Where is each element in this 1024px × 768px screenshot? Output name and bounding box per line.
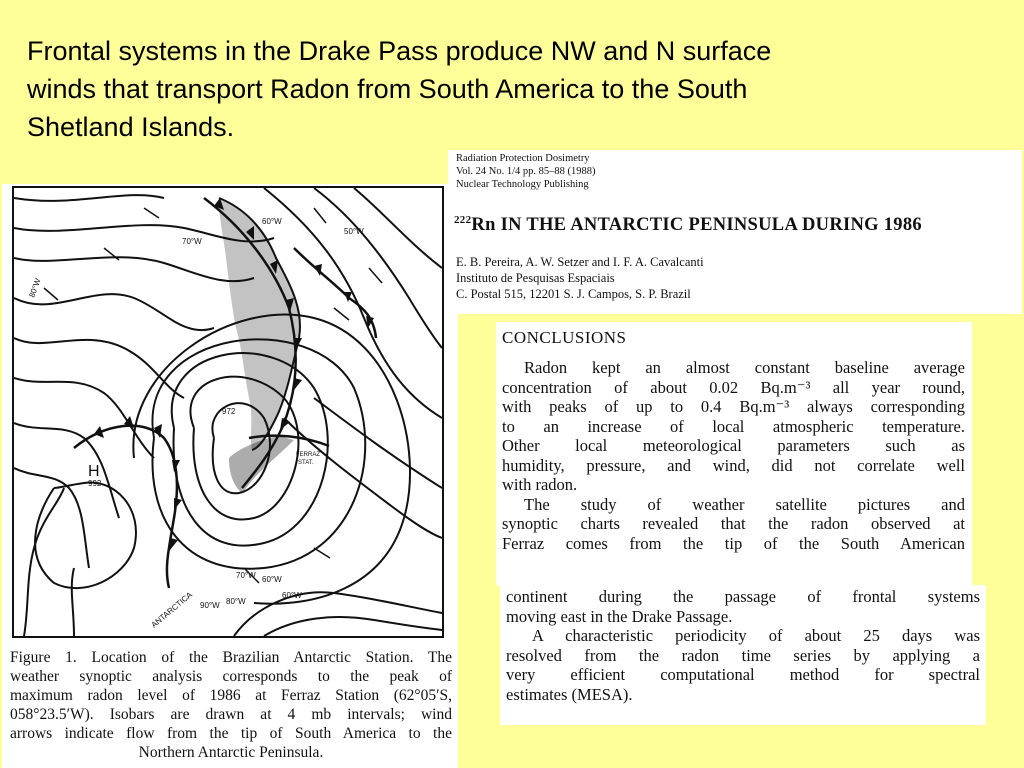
conclusions-line: The study of weather satellite pictures and <box>524 494 965 514</box>
isotope-superscript: 222 <box>454 214 472 226</box>
paper-title <box>454 214 922 236</box>
front-marker <box>294 378 302 390</box>
longitude-label: 60°W <box>262 575 282 584</box>
isobar <box>284 418 442 538</box>
longitude-label: 90°W <box>200 601 220 610</box>
wind-arrow <box>334 308 349 320</box>
caption-line: maximum radon level of 1986 at Ferraz Station (62°05′S, <box>10 687 452 704</box>
front-marker <box>280 418 290 430</box>
journal-info <box>456 152 596 191</box>
antarctica-label: ANTARCTICA <box>149 590 194 630</box>
conclusions-line: with peaks of up to 0.4 Bq.m⁻³ always corresponding <box>502 397 965 416</box>
journal-line: Radiation Protection Dosimetry <box>456 153 590 164</box>
longitude-label: 80°W <box>226 597 246 606</box>
caption-line: weather synoptic analysis corresponds to the peak of <box>10 668 452 685</box>
caption-line: arrows indicate flow from the tip of South America to the <box>10 725 452 742</box>
station-label: STAT. <box>298 460 314 466</box>
caption-line: Northern Antarctic Peninsula. <box>138 744 324 761</box>
isobar <box>264 617 442 636</box>
wind-arrow <box>369 268 382 283</box>
wind-arrow <box>314 208 326 223</box>
isobar <box>14 294 214 330</box>
slide-title-line: Shetland Islands. <box>27 112 235 142</box>
caption-line: Figure 1. Location of the Brazilian Antarctic Station. The <box>10 649 452 666</box>
conclusions-text <box>502 358 965 553</box>
conclusions-line: Ferraz comes from the tip of the South American <box>502 533 965 553</box>
isobar <box>234 592 442 636</box>
slide-title <box>27 32 987 146</box>
conclusions-clipping <box>496 322 972 586</box>
caption-line: 058°23.5′W). Isobars are drawn at 4 mb intervals; wind <box>10 706 452 723</box>
isobar-value-label: 972 <box>222 407 236 416</box>
isobar <box>14 195 164 201</box>
conclusions-line: continent during the passage of frontal systems <box>506 587 980 606</box>
isobar <box>24 488 64 636</box>
conclusions-line: Other local meteorological parameters such as <box>502 436 965 455</box>
conclusions-line: estimates (MESA). <box>506 684 633 704</box>
conclusions-clipping-continued <box>500 585 986 725</box>
longitude-label: 50°W <box>344 227 364 236</box>
journal-line: Nuclear Technology Publishing <box>456 179 589 190</box>
author-line: E. B. Pereira, A. W. Setzer and I. F. A. Cavalcanti <box>456 255 704 269</box>
longitude-label: 60°W <box>282 591 302 600</box>
conclusions-line: moving east in the Drake Passage. <box>506 606 733 626</box>
front-marker <box>170 538 178 550</box>
wind-arrow <box>144 208 159 218</box>
authors-block <box>456 254 704 302</box>
longitude-label: 80°W <box>27 277 43 299</box>
conclusions-heading: CONCLUSIONS <box>502 328 627 347</box>
conclusions-line: A characteristic periodicity of about 25 days was <box>532 626 980 645</box>
paper-title-text: Rn IN THE ANTARCTIC PENINSULA DURING 1986 <box>471 215 922 236</box>
isobar <box>314 398 442 488</box>
conclusions-line: resolved from the radon time series by applying a <box>506 645 980 665</box>
ferraz-label: FERRAZ <box>296 452 320 458</box>
conclusions-text-continued <box>506 587 980 704</box>
slide-title-line: winds that transport Radon from South America to the South <box>27 74 748 104</box>
isobar <box>354 188 442 268</box>
high-pressure-value: 992 <box>88 479 102 488</box>
longitude-label: 70°W <box>236 571 256 580</box>
conclusions-line: Radon kept an almost constant baseline average <box>524 358 965 377</box>
slide-title-line: Frontal systems in the Drake Pass produce NW and N surface <box>27 36 772 66</box>
paper-header-clipping <box>448 150 1022 314</box>
longitude-label: 70°W <box>182 237 202 246</box>
conclusions-line: very efficient computational method for spectral <box>506 665 980 684</box>
synoptic-map-graphic <box>14 188 442 636</box>
longitude-label: 60°W <box>262 217 282 226</box>
front-marker <box>174 498 182 510</box>
conclusions-line: humidity, pressure, and wind, did not correlate well <box>502 455 965 475</box>
journal-line: Vol. 24 No. 1/4 pp. 85–88 (1988) <box>456 166 596 177</box>
author-line: C. Postal 515, 12201 S. J. Campos, S. P. Brazil <box>456 287 691 301</box>
conclusions-line: synoptic charts revealed that the radon observed at <box>502 514 965 533</box>
isobar <box>14 257 254 281</box>
synoptic-map <box>12 186 444 638</box>
conclusions-line: with radon. <box>502 475 578 494</box>
conclusions-line: concentration of about 0.02 Bq.m⁻³ all year round, <box>502 377 965 397</box>
wind-arrow <box>314 548 330 558</box>
isobar <box>72 568 74 636</box>
author-line: Instituto de Pesquisas Espaciais <box>456 271 615 285</box>
high-pressure-label: H <box>88 463 100 480</box>
wind-arrow <box>44 288 58 300</box>
figure-caption <box>10 648 452 762</box>
conclusions-line: to an increase of local atmospheric temperature. <box>502 416 965 436</box>
